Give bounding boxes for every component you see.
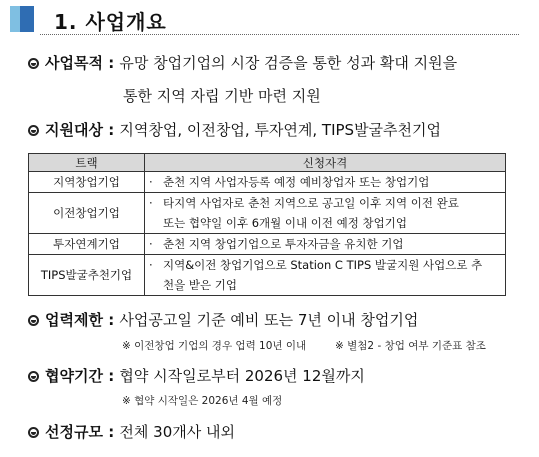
qualification-cell: · 춘천 지역 사업자등록 예정 예비창업자 또는 창업기업 — [145, 172, 506, 193]
career-value: 사업공고일 기준 예비 또는 7년 이내 창업기업 — [119, 311, 419, 329]
section-title: 1. 사업개요 — [54, 10, 167, 34]
purpose-label: 사업목적 — [45, 54, 103, 72]
track-cell: 투자연계기업 — [29, 234, 145, 255]
track-cell: TIPS발굴추천기업 — [29, 255, 145, 296]
period-value: 협약 시작일로부터 2026년 12월까지 — [119, 367, 365, 385]
bullet-icon — [28, 315, 39, 326]
qualification-cell: · 타지역 사업자로 춘천 지역으로 공고일 이후 지역 이전 완료 또는 협약일 이후 6개월 이내 이전 예정 창업기업 — [145, 193, 506, 234]
qualification-cell: · 춘천 지역 창업기업으로 투자자금을 유치한 기업 — [145, 234, 506, 255]
track-table — [28, 153, 506, 296]
header-qualification: 신청자격 — [145, 154, 506, 172]
title-divider — [40, 34, 519, 35]
track-cell: 지역창업기업 — [29, 172, 145, 193]
career-item: 업력제한 : 사업공고일 기준 예비 또는 7년 이내 창업기업 — [28, 309, 418, 330]
career-note-2: ※ 별첨2 - 창업 여부 기준표 참조 — [335, 340, 486, 352]
career-note-1: ※ 이전창업 기업의 경우 업력 10년 이내 — [122, 340, 307, 352]
header-track: 트랙 — [29, 154, 145, 172]
bullet-icon — [28, 58, 39, 69]
period-label: 협약기간 — [45, 367, 103, 385]
table-row — [29, 255, 506, 296]
purpose-line1: 유망 창업기업의 시장 검증을 통한 성과 확대 지원을 — [119, 54, 458, 72]
title-marker — [10, 6, 32, 32]
track-cell: 이전창업기업 — [29, 193, 145, 234]
bullet-icon — [28, 371, 39, 382]
career-label: 업력제한 — [45, 311, 103, 329]
target-item: 지원대상 : 지역창업, 이전창업, 투자연계, TIPS발굴추천기업 — [28, 119, 441, 140]
period-note: ※ 협약 시작일은 2026년 4월 예정 — [122, 395, 283, 407]
table-row — [29, 193, 506, 234]
table-row — [29, 234, 506, 255]
bullet-icon — [28, 427, 39, 438]
scale-item: 선정규모 : 전체 30개사 내외 — [28, 421, 235, 442]
purpose-item: 사업목적 : 유망 창업기업의 시장 검증을 통한 성과 확대 지원을 — [28, 52, 457, 73]
bullet-icon — [28, 125, 39, 136]
table-row — [29, 172, 506, 193]
purpose-line2: 통한 지역 자립 기반 마련 지원 — [123, 87, 321, 105]
qualification-cell: · 지역&이전 창업기업으로 Station C TIPS 발굴지원 사업으로 추 천을 받은 기업 — [145, 255, 506, 296]
scale-value: 전체 30개사 내외 — [119, 423, 235, 441]
scale-label: 선정규모 — [45, 423, 103, 441]
target-value: 지역창업, 이전창업, 투자연계, TIPS발굴추천기업 — [119, 121, 442, 139]
period-item: 협약기간 : 협약 시작일로부터 2026년 12월까지 — [28, 365, 365, 386]
target-label: 지원대상 — [45, 121, 103, 139]
